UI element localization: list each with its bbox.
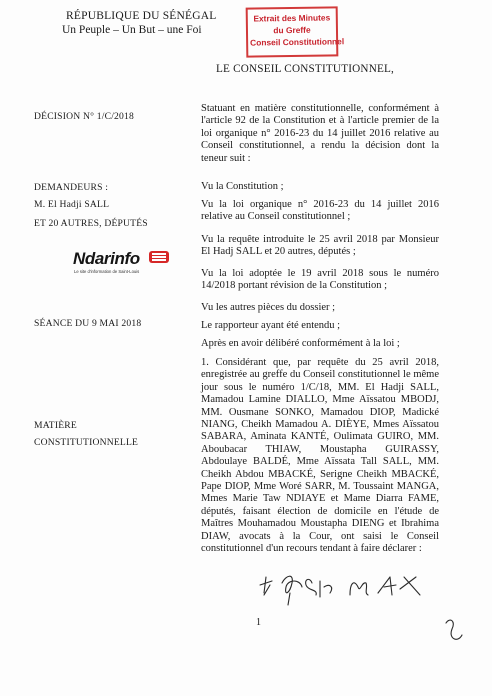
paragraph-vu-loi-organique: Vu la loi organique n° 2016-23 du 14 juillet 2016 relative au Conseil constitutionnel ; [201, 199, 439, 223]
paragraph-vu-requete: Vu la requête introduite le 25 avril 2018 par Monsieur El Hadj SALL et 20 autres, députés ; [201, 234, 439, 258]
demandeurs-label: DEMANDEURS : [34, 182, 109, 193]
paragraph-statuant: Statuant en matière constitutionnelle, conformément à l'article 92 de la Constitution et à l'article premier de la loi organique n° 2016-23 du 14 juillet 2016 relative au Conseil constitutionnel, a rendu la décision dont la teneur suit : [201, 103, 439, 164]
ndarinfo-logo [73, 249, 168, 277]
national-motto: Un Peuple – Un But – une Foi [62, 24, 202, 36]
institution-title: LE CONSEIL CONSTITUTIONNEL, [216, 63, 395, 75]
matiere-label: MATIÈRE [34, 420, 77, 431]
signatures [250, 573, 480, 683]
stamp-line-1: Extrait des Minutes [253, 12, 331, 24]
logo-tagline: Le site d'information de Saint-Louis [74, 269, 140, 274]
paragraph-considerant-1: 1. Considérant que, par requête du 25 avril 2018, enregistrée au greffe du Conseil constitutionnel le même jour sous le numéro 1/C/18, MM. El Hadji SALL, Mamadou Lamine DIALLO, Mme Aïssatou MBODJ, MM. Ousmane SONKO, Mamadou DIOP, Madické NIANG, Cheikh Mamadou A. DIÈYE, Mmes Aïssatou SABARA, Aminata KANTÉ, Oulimata GUIRO, MM. Aboubacar THIAW, Moustapha GUIRASSY, Abdoulaye BALDÉ, Mme Aïssata Tall SALL, MM. Cheikh Abdou MBACKÉ, Serigne Cheikh MBACKÉ, Pape DIOP, Mme Woré SARR, M. Toussaint MANGA, Mmes Marie Taw NDIAYE et Mame Diarra FAME, députés, faisant élection de domicile en l'étude de Maîtres Mouhamadou Moustapha DIENG et Ibrahima DIAW, avocats à la Cour, ont saisi le Conseil constitutionnel d'un recours tendant à faire déclarer : [201, 357, 439, 555]
paragraph-vu-constitution: Vu la Constitution ; [201, 181, 284, 192]
stamp-line-3: Conseil Constitutionnel [250, 36, 345, 48]
paragraph-vu-pieces: Vu les autres pièces du dossier ; [201, 302, 336, 313]
paragraph-vu-loi-adoptee: Vu la loi adoptée le 19 avril 2018 sous le numéro 14/2018 portant révision de la Constitution ; [201, 268, 439, 292]
demandeur-others: ET 20 AUTRES, DÉPUTÉS [34, 218, 148, 229]
stamp-line-2: du Greffe [273, 24, 311, 36]
page-number: 1 [256, 617, 261, 628]
logo-wordmark: Ndarinfo [73, 249, 140, 268]
registry-stamp [246, 6, 345, 57]
republic-heading: RÉPUBLIQUE DU SÉNÉGAL [66, 10, 217, 22]
demandeur-name: M. El Hadji SALL [34, 199, 110, 210]
paragraph-rapporteur: Le rapporteur ayant été entendu ; [201, 320, 341, 331]
paragraph-delibere: Après en avoir délibéré conformément à la loi ; [201, 338, 400, 349]
chat-bubble-icon [149, 251, 169, 263]
seance-date: SÉANCE DU 9 MAI 2018 [34, 318, 142, 329]
matiere-value: CONSTITUTIONNELLE [34, 437, 139, 448]
decision-number: DÉCISION N° 1/C/2018 [34, 111, 135, 122]
